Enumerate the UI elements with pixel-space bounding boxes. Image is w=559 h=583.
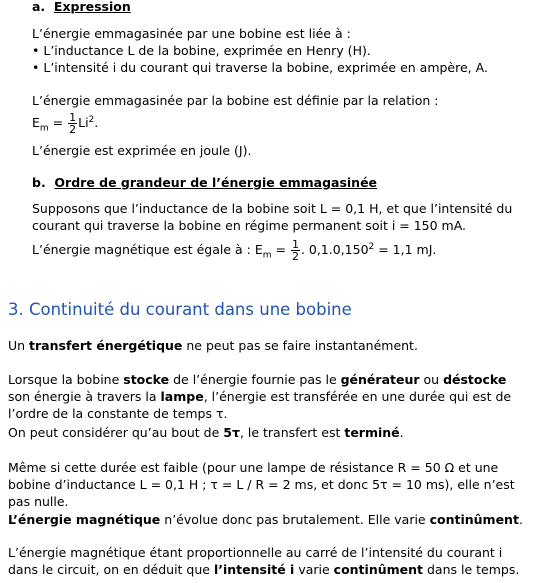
formula-den: 2 [69,123,77,136]
bullet-dot-icon: • [32,60,40,75]
section-3-p3-l3: pas nulle. [8,494,69,509]
bullet-inductance-text: L’inductance L de la bobine, exprimée en Henry (H). [43,43,371,58]
formula-sub: m [39,123,49,134]
calc-result: = 1,1 mJ. [374,242,437,257]
p2-l1-a: Lorsque la bobine [8,372,124,387]
section-3-p2-l1 [8,371,506,388]
section-a-title: Expression [53,0,131,14]
formula-sup: 2 [88,114,95,125]
p2-l2-b: lampe [160,389,204,404]
section-a-marker: a. [32,0,46,14]
energy-formula [32,108,98,138]
section-3-title: 3. Continuité du courant dans une bobine [8,300,352,319]
p2-l1-e: ou [419,372,444,387]
calc-den: 2 [291,250,299,263]
calc-prefix: L’énergie magnétique est égale à : E [32,242,263,257]
p2-l2-a: son énergie à travers la [8,389,161,404]
p2-l4-c: , le transfert est [239,425,345,440]
p4-l2-c: varie [294,562,334,577]
p1-b: transfert énergétique [29,338,183,353]
p1-a: Un [8,338,30,353]
p2-l4-a: On peut considérer qu’au bout de [8,425,224,440]
section-b-line1: Supposons que l’inductance de la bobine soit L = 0,1 H, et que l’intensité du [32,201,513,216]
section-b-line2: courant qui traverse la bobine en régime permanent soit i = 150 mA. [32,218,467,233]
bullet-dot-icon: • [32,43,40,58]
section-3-p4-l2 [8,561,519,578]
calc-num: 1 [291,238,299,251]
p2-l4-e: . [399,425,404,440]
calc-fraction [291,239,300,262]
calc-sup: 2 [368,241,375,252]
section-3-p3-l2: bobine d’inductance L = 0,1 H ; τ = L / R = 2 ms, et donc 5τ = 10 ms), elle n’est [8,477,515,492]
section-a-intro: L’énergie emmagasinée par une bobine est liée à : [32,26,351,41]
formula-li: Li [78,115,89,130]
p4-l2-d: continûment [333,562,423,577]
p2-l4-d: terminé [344,425,400,440]
formula-eq: = [48,115,68,130]
p4-l2-b: l’intensité i [213,562,295,577]
section-3-p3-l4 [8,511,523,528]
formula-fraction [68,112,77,135]
p4-l2-a: dans le circuit, on en déduit que [8,562,214,577]
p3-l4-b: n’évolue donc pas brutalement. Elle varie [160,512,430,527]
formula-dot: . [94,115,99,130]
p2-l1-f: déstocke [443,372,507,387]
section-a-defined: L’énergie emmagasinée par la bobine est définie par la relation : [32,93,439,108]
section-b-title: Ordre de grandeur de l’énergie emmagasinée [54,175,378,190]
calc-eq: = [271,242,290,257]
section-3-p2-l4 [8,424,404,441]
p2-l2-c: , l’énergie est transférée en une durée qui est de [203,389,512,404]
section-b-heading [32,174,377,191]
p2-l1-c: de l’énergie fournie pas le [169,372,341,387]
section-3-p4-l1: L’énergie magnétique étant proportionnelle au carré de l’intensité du courant i [8,545,503,560]
p1-c: ne peut pas se faire instantanément. [182,338,418,353]
formula-e: E [32,115,40,130]
section-3-p2-l2 [8,388,511,405]
bullet-intensity [32,59,488,76]
energy-calculation [32,235,436,265]
p2-l4-b: 5τ [223,425,240,440]
section-3-p2-l3: l’ordre de la constante de temps τ. [8,406,228,421]
p3-l4-d: . [518,512,523,527]
calc-body: . 0,1.0,150 [300,242,369,257]
bullet-intensity-text: L’intensité i du courant qui traverse la bobine, exprimée en ampère, A. [43,60,488,75]
section-a-unit: L’énergie est exprimée en joule (J). [32,143,252,158]
p2-l1-b: stocke [123,372,170,387]
p4-l2-e: dans le temps. [423,562,520,577]
p2-l1-d: générateur [340,372,420,387]
bullet-inductance [32,42,371,59]
section-a-heading [32,0,131,15]
section-3-p1 [8,337,418,354]
p3-l4-a: L’énergie magnétique [8,512,161,527]
section-b-marker: b. [32,175,46,190]
section-3-p3-l1: Même si cette durée est faible (pour une lampe de résistance R = 50 Ω et une [8,460,499,475]
formula-num: 1 [69,111,77,124]
calc-sub: m [262,250,272,261]
p3-l4-c: continûment [429,512,519,527]
